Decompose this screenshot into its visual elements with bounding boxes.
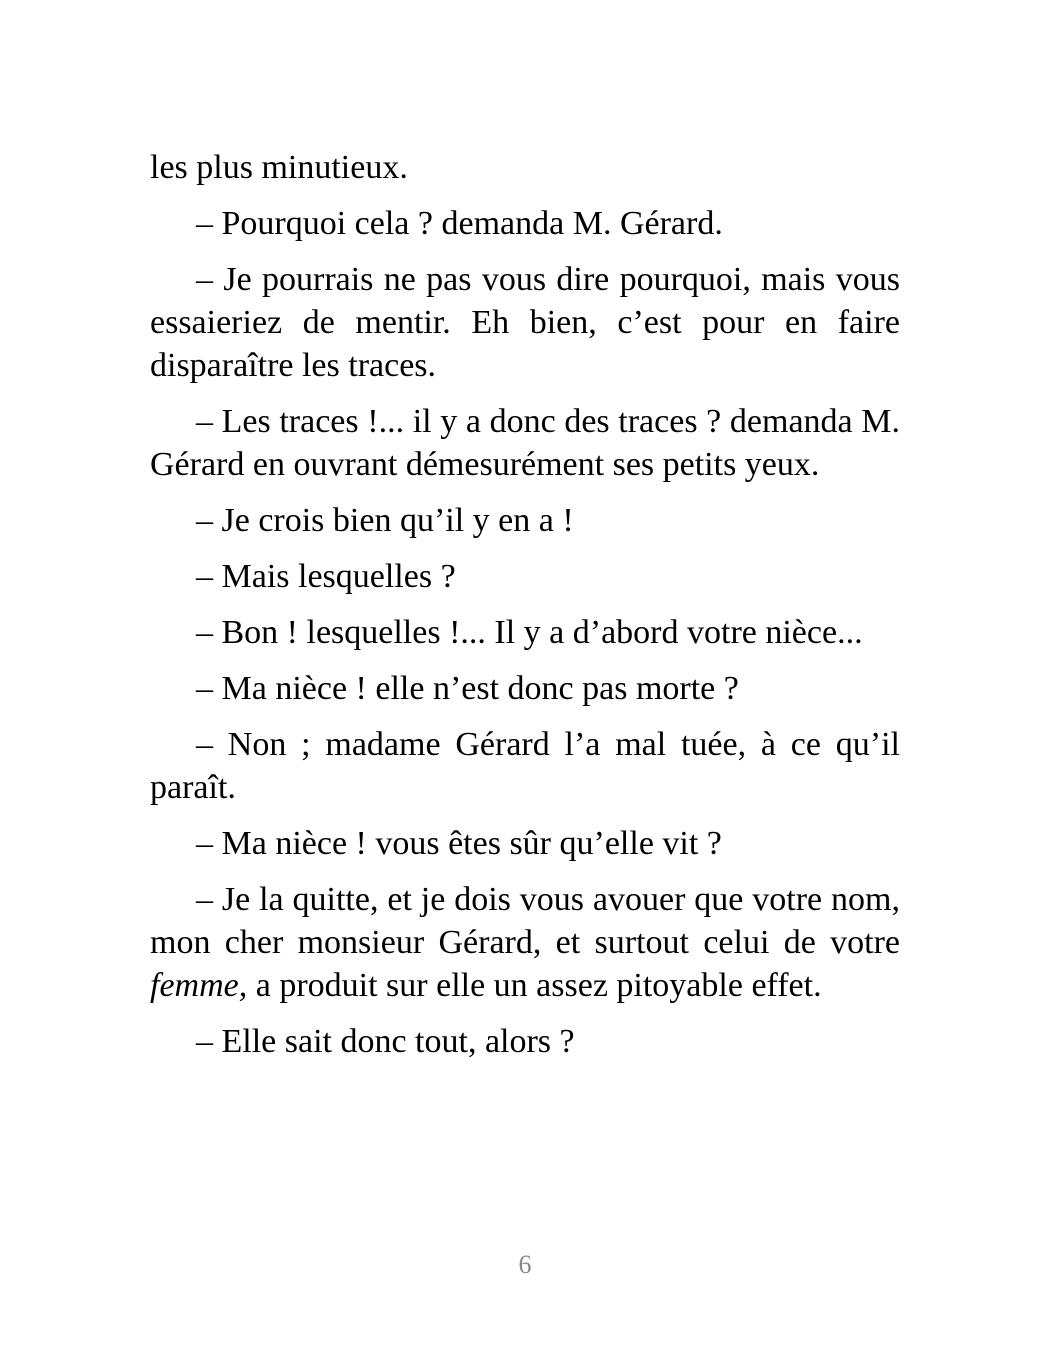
page-number: 6 (518, 1250, 532, 1279)
dialogue-paragraph: – Je crois bien qu’il y en a ! (196, 502, 574, 539)
dialogue-paragraph: – Pourquoi cela ? demanda M. Gérard. (196, 205, 723, 242)
dialogue-paragraph: – Ma nièce ! vous êtes sûr qu’elle vit ? (196, 825, 722, 862)
dialogue-paragraph (150, 878, 900, 1007)
dialogue-paragraph: – Elle sait donc tout, alors ? (196, 1023, 575, 1060)
paragraph-text: – Je la quitte, et je dois vous avouer que votre nom, mon cher monsieur Gérard, et surtout celui de votre (150, 881, 900, 961)
dialogue-paragraph: – Mais lesquelles ? (196, 558, 456, 595)
paragraph-continuation: les plus minutieux. (150, 149, 408, 186)
italic-word: femme, (150, 967, 248, 1004)
dialogue-paragraph: – Les traces !... il y a donc des traces ? demanda M. Gérard en ouvrant démesurément ses petits yeux. (150, 403, 900, 483)
dialogue-paragraph: – Bon ! lesquelles !... Il y a d’abord votre nièce... (196, 614, 863, 651)
paragraph-text: a produit sur elle un assez pitoyable effet. (247, 967, 822, 1004)
dialogue-paragraph: – Je pourrais ne pas vous dire pourquoi, mais vous essaieriez de mentir. Eh bien, c’est pour en faire disparaître les traces. (150, 261, 900, 384)
page-body (150, 146, 900, 1076)
dialogue-paragraph: – Ma nièce ! elle n’est donc pas morte ? (196, 670, 739, 707)
dialogue-paragraph: – Non ; madame Gérard l’a mal tuée, à ce qu’il paraît. (150, 726, 900, 806)
